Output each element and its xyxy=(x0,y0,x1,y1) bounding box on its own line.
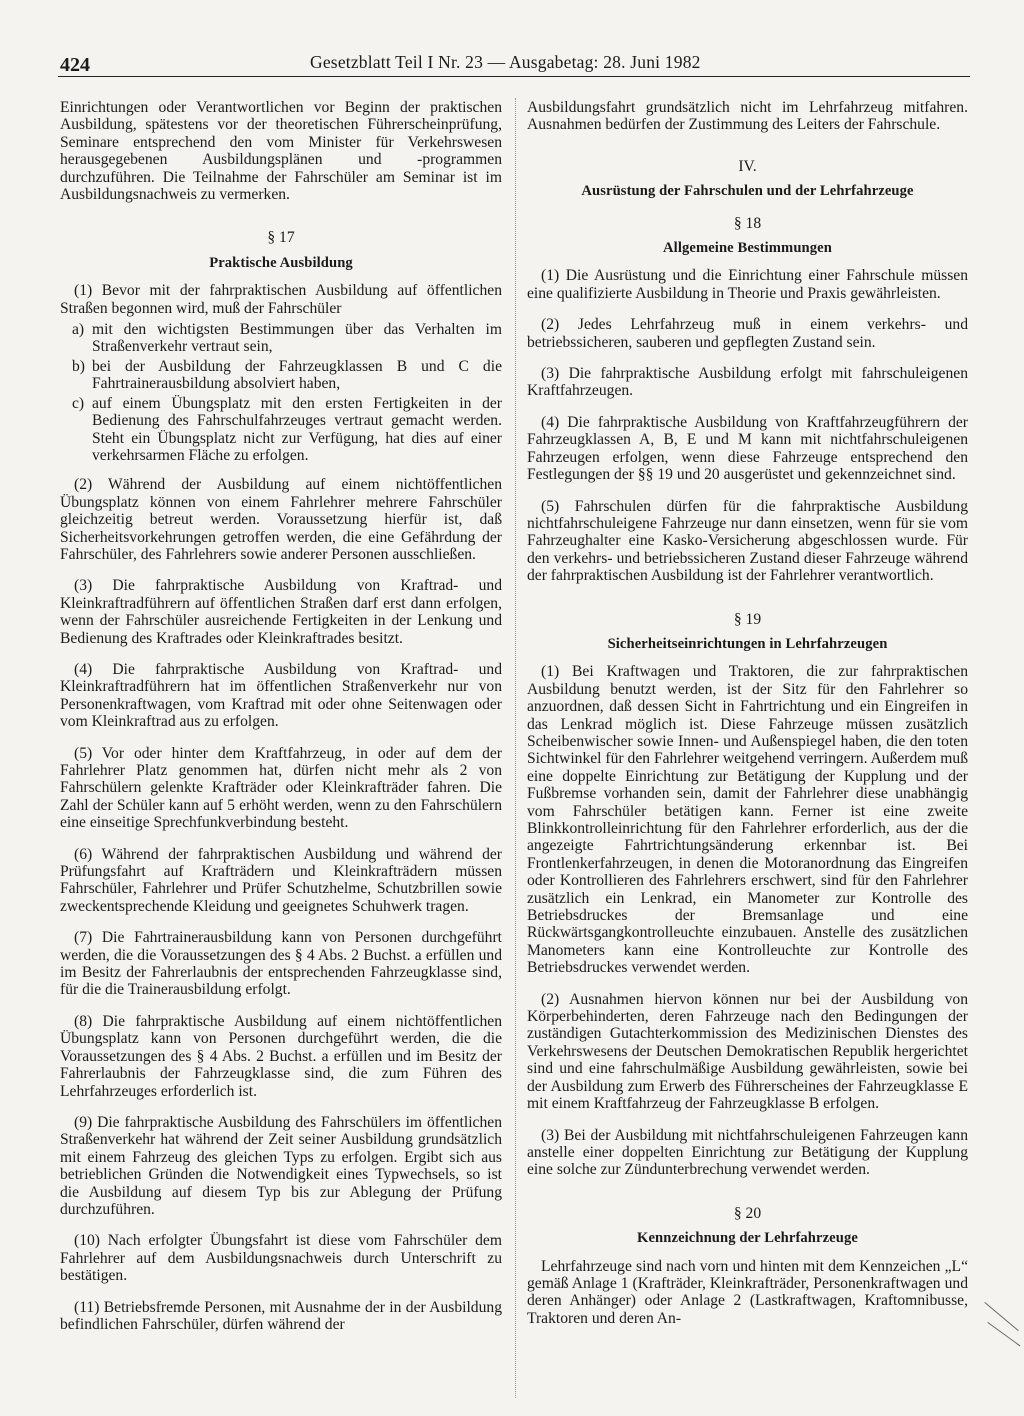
part-number: IV. xyxy=(738,157,757,175)
section-number: § 19 xyxy=(733,610,762,628)
section-title: Praktische Ausbildung xyxy=(209,254,353,271)
list-item xyxy=(60,395,502,465)
continued-paragraph: Ausbildungsfahrt grundsätzlich nicht im Lehrfahrzeug mitfahren. Ausnahmen bedürfen der Zustimmung des Leiters der Fahrschule. xyxy=(527,99,968,134)
left-column xyxy=(60,99,502,1347)
paragraph: (2) Jedes Lehrfahrzeug muß in einem verkehrs- und betriebssicheren, sauberen und gepflegten Zustand sein. xyxy=(527,316,968,351)
paragraph: (5) Fahrschulen dürfen für die fahrpraktische Ausbildung nichtfahrschuleigene Fahrzeuge nur dann einsetzen, wenn für sie vom Fahrzeughalter eine Kasko-Versicherung abgeschlossen wurde. Für den verkehrs- und betriebssicheren Zustand dieser Fahrzeuge während der fahrpraktischen Ausbildung ist der Fahrlehrer verantwortlich. xyxy=(527,497,968,585)
list-item xyxy=(60,321,502,356)
section-title: Sicherheitseinrichtungen in Lehrfahrzeugen xyxy=(607,635,888,652)
list-item-label: a) xyxy=(72,321,85,339)
list-item-text: mit den wichtigsten Bestimmungen über das Verhalten im Straßenverkehr vertraut sein, xyxy=(92,321,502,356)
paragraph: (7) Die Fahrtrainerausbildung kann von Personen durchgeführt werden, die die Voraussetzungen des § 4 Abs. 2 Buchst. a erfüllen und im Besitz der Fahrerlaubnis der entsprechenden Fahrzeugklasse sind, für die die Trainerausbildung erfolgt. xyxy=(60,929,502,999)
list-item-label: c) xyxy=(72,394,85,412)
section-number: § 20 xyxy=(733,1204,762,1222)
page-header xyxy=(58,50,970,77)
gazette-title: Gesetzblatt Teil I Nr. 23 — Ausgabetag: 28. Juni 1982 xyxy=(310,52,701,72)
section-title: Allgemeine Bestimmungen xyxy=(663,240,832,257)
paragraph: (5) Vor oder hinter dem Kraftfahrzeug, in oder auf dem der Fahrlehrer Platz genommen hat, dürfen nicht mehr als 2 von Fahrschülern gelenkte Krafträder oder Kleinkrafträder fahren. Die Zahl der Schüler kann auf 5 erhöht werden, wenn zu den Fahrschülern eine einseitige Sprechfunkverbindung besteht. xyxy=(60,744,502,832)
paragraph: (1) Bevor mit der fahrpraktischen Ausbildung auf öffentlichen Straßen begonnen wird, muß der Fahrschüler xyxy=(60,282,502,317)
paragraph: Lehrfahrzeuge sind nach vorn und hinten mit dem Kennzeichen „L“ gemäß Anlage 1 (Krafträder, Kleinkrafträder, Personenkraftwagen und deren Anhänger) oder Anlage 2 (Lastkraftwagen, Kraftomnibusse, Traktoren und deren An- xyxy=(527,1257,968,1327)
column-divider xyxy=(515,98,516,1398)
section-number: § 17 xyxy=(267,229,295,247)
section-title: Kennzeichnung der Lehrfahrzeuge xyxy=(637,1230,858,1247)
paragraph: (8) Die fahrpraktische Ausbildung auf einem nichtöffentlichen Übungsplatz kann von Personen durchgeführt werden, die die Voraussetzungen des § 4 Abs. 2 Buchst. a erfüllen und im Besitz der Fahrerlaubnis der Fahrzeugklasse sind, die zum Führen des Lehrfahrzeuges erforderlich ist. xyxy=(60,1012,502,1100)
paragraph: (10) Nach erfolgter Übungsfahrt ist diese vom Fahrschüler dem Fahrlehrer auf dem Ausbildungsnachweis durch Unterschrift zu bestätigen. xyxy=(60,1232,502,1285)
list-item xyxy=(60,358,502,393)
paragraph: (9) Die fahrpraktische Ausbildung des Fahrschülers im öffentlichen Straßenverkehr hat während der Zeit seiner Ausbildung grundsätzlich mit einem Fahrzeug des gleichen Typs zu erfolgen. Ergibt sich aus betrieblichen Gründen die Notwendigkeit eines Typwechsels, so ist die Ausbildung auf diesem Typ bis zur Ablegung der Prüfung durchzuführen. xyxy=(60,1113,502,1218)
right-column xyxy=(527,99,968,1341)
paragraph: (1) Bei Kraftwagen und Traktoren, die zur fahrpraktischen Ausbildung benutzt werden, ist der Sitz für den Fahrlehrer so anzuordnen, daß dessen Sicht in Fahrtrichtung und ein Eingreifen in das Lenkrad möglich ist. Diese Fahrzeuge müssen zusätzlich Scheibenwischer sowie Innen- und Außenspiegel haben, die den toten Sichtwinkel für den Fahrlehrer weitgehend verringern. Außerdem muß eine doppelte Einrichtung zur Betätigung der Kupplung und der Fußbremse vorhanden sein, damit der Fahrlehrer diese unabhängig vom Fahrschüler betätigen kann. Ferner ist eine zweite Blinkkontrolleinrichtung für den Fahrlehrer erforderlich, aus der die angezeigte Fahrtrichtungsänderung erkennbar ist. Bei Frontlenkerfahrzeugen, in denen die Motoranordnung das Eingreifen oder Kontrollieren des Fahrlehrers erschwert, sind für den Fahrlehrer zusätzlich ein Lenkrad, ein Manometer zur Kontrolle des Betriebsdruckes der Bremsanlage und eine Rückwärtsgangkontrolleuchte einzubauen. Anstelle des zusätzlichen Manometers kann eine Kontrolleuchte zur Kontrolle des Betriebsdruckes verwendet werden. xyxy=(527,663,968,977)
section-number: § 18 xyxy=(733,214,762,232)
part-title: Ausrüstung der Fahrschulen und der Lehrfahrzeuge xyxy=(581,183,914,200)
paragraph: (11) Betriebsfremde Personen, mit Ausnahme der in der Ausbildung befindlichen Fahrschüler, dürfen während der xyxy=(60,1298,502,1333)
list-item-label: b) xyxy=(72,357,85,375)
paragraph: (2) Während der Ausbildung auf einem nichtöffentlichen Übungsplatz können von einem Fahrlehrer mehrere Fahrschüler gleichzeitig betreut werden. Voraussetzung hierfür ist, daß Sicherheitsvorkehrungen getroffen werden, die eine Gefährdung der Fahrschüler, des Fahrlehrers sowie anderer Personen ausschließen. xyxy=(60,476,502,563)
list-item-text: auf einem Übungsplatz mit den ersten Fertigkeiten in der Bedienung des Fahrschulfahrzeuges vertraut gemacht werden. Steht ein Übungsplatz nicht zur Verfügung, hat dies auf einer verkehrsarmen Fläche zu erfolgen. xyxy=(92,394,502,464)
paragraph: (3) Bei der Ausbildung mit nichtfahrschuleigenen Fahrzeugen kann anstelle einer doppelten Einrichtung zur Betätigung der Kupplung eine solche zur Zündunterbrechung verwendet werden. xyxy=(527,1126,968,1179)
paragraph: (1) Die Ausrüstung und die Einrichtung einer Fahrschule müssen eine qualifizierte Ausbildung in Theorie und Praxis gewährleisten. xyxy=(527,267,968,302)
paragraph: (2) Ausnahmen hiervon können nur bei der Ausbildung von Körperbehinderten, deren Fahrzeuge nach den Bedingungen der zuständigen Gutachterkommission des Medizinischen Dienstes des Verkehrswesens der Deutschen Demokratischen Republik hergerichtet sind und eine fahrschulmäßige Ausbildung gewährleisten, sowie bei der Ausbildung zum Erwerb des Führerscheines der Fahrzeugklasse E mit einem Kraftfahrzeug der Fahrzeugklasse B erfolgen. xyxy=(527,990,968,1113)
continued-paragraph: Einrichtungen oder Verantwortlichen vor Beginn der praktischen Ausbildung, spätestens vor der theoretischen Führerscheinprüfung, Seminare entsprechend den vom Minister für Verkehrswesen herausgegebenen Ausbildungsplänen und -programmen durchzuführen. Die Teilnahme der Fahrschüler am Seminar ist im Ausbildungsnachweis zu vermerken. xyxy=(60,99,502,204)
list-item-text: bei der Ausbildung der Fahrzeugklassen B und C die Fahrtrainerausbildung absolviert haben, xyxy=(92,357,502,393)
paragraph: (3) Die fahrpraktische Ausbildung erfolgt mit fahrschuleigenen Kraftfahrzeugen. xyxy=(527,365,968,400)
paragraph: (6) Während der fahrpraktischen Ausbildung und während der Prüfungsfahrt auf Krafträdern und Kleinkrafträdern müssen Fahrschüler, Fahrlehrer und Prüfer Schutzhelme, Schutzbrillen sowie zweckentsprechende Kleidung und geeignetes Schuhwerk tragen. xyxy=(60,845,502,915)
enumerated-list xyxy=(60,321,502,464)
page-number: 424 xyxy=(60,54,90,76)
paragraph: (4) Die fahrpraktische Ausbildung von Kraftrad- und Kleinkraftradführern hat im öffentlichen Straßenverkehr nur von Personenkraftwagen, vom Kraftrad mit oder ohne Seitenwagen oder vom Kleinkraftrad aus zu erfolgen. xyxy=(60,660,502,731)
paragraph: (3) Die fahrpraktische Ausbildung von Kraftrad- und Kleinkraftradführern auf öffentlichen Straßen darf erst dann erfolgen, wenn der Fahrschüler ausreichende Fertigkeiten in der Lenkung und Bedienung des Kraftrades oder Kleinkraftrades besitzt. xyxy=(60,577,502,647)
paragraph: (4) Die fahrpraktische Ausbildung von Kraftfahrzeugführern der Fahrzeugklassen A, B, E und M kann mit nichtfahrschuleigenen Fahrzeugen erfolgen, wenn diese Fahrzeuge entsprechend den Festlegungen der §§ 19 und 20 ausgerüstet und gekennzeichnet sind. xyxy=(527,413,968,484)
